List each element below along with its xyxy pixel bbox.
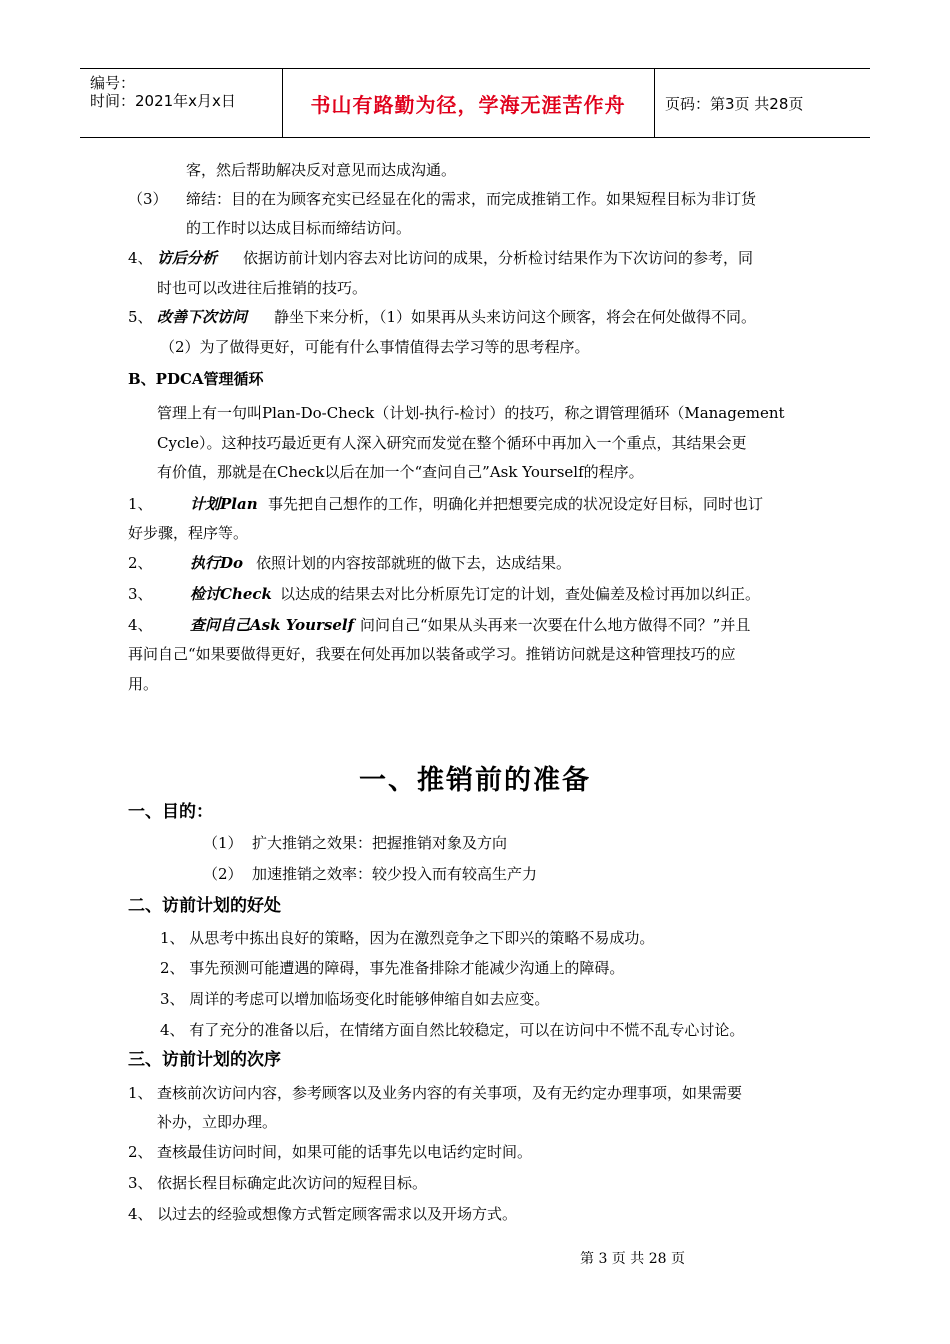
text-line: 有价值，那就是在Check以后在加一个“查问自己”Ask Yourself的程序。 bbox=[157, 463, 644, 481]
section-heading: 三、访前计划的次序 bbox=[128, 1050, 281, 1070]
text-line: Cycle）。这种技巧最近更有人深入研究而发觉在整个循环中再加入一个重点，其结果会更 bbox=[157, 434, 747, 452]
text-line: 客，然后帮助解决反对意见而达成沟通。 bbox=[186, 161, 457, 179]
term-label: 计划Plan bbox=[190, 495, 258, 513]
page-footer: 第 3 页 共 28 页 bbox=[580, 1251, 685, 1267]
text-line: 的工作时以达成目标而缔结访问。 bbox=[186, 219, 412, 237]
text-line: 用。 bbox=[128, 675, 159, 693]
text-line: 依照计划的内容按部就班的做下去，达成结果。 bbox=[256, 554, 572, 572]
list-number: 1、 bbox=[128, 1084, 153, 1102]
text-line: 再问自己“如果要做得更好，我要在何处再加以装备或学习。推销访问就是这种管理技巧的应 bbox=[128, 645, 736, 663]
text-line: 以达成的结果去对比分析原先订定的计划，查处偏差及检讨再加以纠正。 bbox=[280, 585, 761, 603]
list-item: 2、 事先预测可能遭遇的障碍，事先准备排除才能减少沟通上的障碍。 bbox=[160, 959, 625, 977]
list-number: 2、 bbox=[128, 1143, 153, 1161]
list-number: 2、 bbox=[128, 554, 153, 572]
section-heading: 二、访前计划的好处 bbox=[128, 896, 281, 916]
chapter-title: 一、推销前的准备 bbox=[359, 765, 591, 796]
list-item: 加速推销之效率：较少投入而有较高生产力 bbox=[252, 865, 538, 883]
header-page-info: 页码：第3页 共28页 bbox=[665, 94, 804, 113]
header-motto: 书山有路勤为径，学海无涯苦作舟 bbox=[282, 69, 655, 137]
list-number: 4、 bbox=[128, 616, 153, 634]
text-line: 依据访前计划内容去对比访问的成果，分析检讨结果作为下次访问的参考，同 bbox=[243, 249, 754, 267]
list-number: 4、 bbox=[128, 1205, 153, 1223]
list-number: （3） bbox=[128, 190, 168, 208]
term-label: 查问自己Ask Yourself bbox=[190, 616, 355, 634]
text-line: 静坐下来分析，（1）如果再从头来访问这个顾客，将会在何处做得不同。 bbox=[274, 308, 757, 326]
doc-number-label: 编号： bbox=[90, 74, 136, 92]
list-number: 3、 bbox=[128, 585, 153, 603]
list-number: （2） bbox=[203, 865, 243, 883]
list-number: （1） bbox=[203, 834, 243, 852]
list-item: 查核前次访问内容，参考顾客以及业务内容的有关事项，及有无约定办理事项，如果需要 bbox=[157, 1084, 743, 1102]
doc-time-label: 时间：2021年x月x日 bbox=[90, 92, 236, 110]
list-item: 依据长程目标确定此次访问的短程目标。 bbox=[157, 1174, 428, 1192]
page-header bbox=[80, 68, 870, 138]
text-line: 管理上有一句叫Plan-Do-Check（计划-执行-检讨）的技巧，称之谓管理循环（Management bbox=[157, 404, 785, 422]
list-item: 补办，立即办理。 bbox=[157, 1113, 278, 1131]
list-item: 查核最佳访问时间，如果可能的话事先以电话约定时间。 bbox=[157, 1143, 533, 1161]
text-line: 事先把自己想作的工作，明确化并把想要完成的状况设定好目标，同时也订 bbox=[268, 495, 764, 513]
text-line: （2）为了做得更好，可能有什么事情值得去学习等的思考程序。 bbox=[160, 338, 590, 356]
term-label: 检讨Check bbox=[190, 585, 272, 603]
text-line: 问问自己“如果从头再来一次要在什么地方做得不同？”并且 bbox=[360, 616, 751, 634]
section-heading: B、PDCA管理循环 bbox=[128, 370, 264, 388]
list-item: 1、 从思考中拣出良好的策略，因为在激烈竞争之下即兴的策略不易成功。 bbox=[160, 929, 655, 947]
term-label: 访后分析 bbox=[157, 249, 218, 267]
list-number: 4、 bbox=[128, 249, 153, 267]
text-line: 时也可以改进往后推销的技巧。 bbox=[157, 279, 368, 297]
list-item: 以过去的经验或想像方式暂定顾客需求以及开场方式。 bbox=[157, 1205, 518, 1223]
header-meta bbox=[80, 69, 283, 137]
text-line: 好步骤，程序等。 bbox=[128, 524, 249, 542]
list-item: 扩大推销之效果：把握推销对象及方向 bbox=[252, 834, 508, 852]
list-number: 5、 bbox=[128, 308, 153, 326]
list-item: 4、 有了充分的准备以后，在情绪方面自然比较稳定，可以在访问中不慌不乱专心讨论。 bbox=[160, 1021, 745, 1039]
text-line: 缔结：目的在为顾客充实已经显在化的需求，而完成推销工作。如果短程目标为非订货 bbox=[186, 190, 757, 208]
list-item: 3、 周详的考虑可以增加临场变化时能够伸缩自如去应变。 bbox=[160, 990, 550, 1008]
list-number: 1、 bbox=[128, 495, 153, 513]
list-number: 3、 bbox=[128, 1174, 153, 1192]
section-heading: 一、目的： bbox=[128, 802, 213, 822]
term-label: 执行Do bbox=[190, 554, 244, 572]
term-label: 改善下次访问 bbox=[157, 308, 248, 326]
